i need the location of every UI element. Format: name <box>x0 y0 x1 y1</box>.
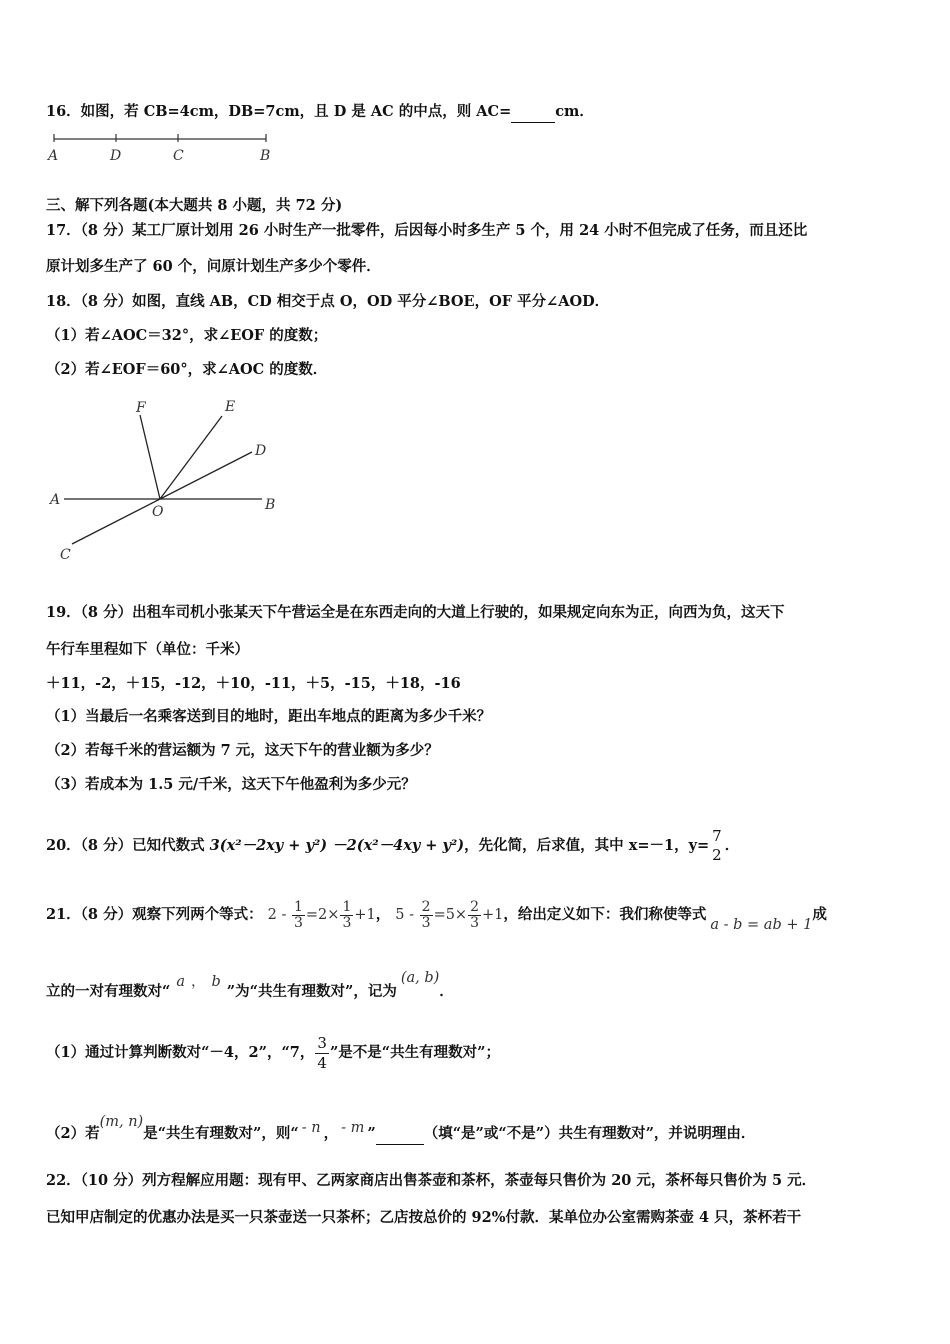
q20-mid: ，先化简，后求值，其中 x=－1，y= <box>464 837 710 854</box>
label-c: C <box>60 547 71 563</box>
q21-line2-b: ”为“共生有理数对”，记为 <box>226 983 397 1000</box>
eq1-frac1 <box>292 900 305 931</box>
q22-line1: 22．（10 分）列方程解应用题：现有甲、乙两家商店出售茶壶和茶杯，茶壶每只售价为 20 元，茶杯每只售价为 5 元． <box>46 1172 817 1189</box>
label-a: A <box>50 492 61 508</box>
eq1-part-b: =2× <box>305 907 340 923</box>
label-d: D <box>255 443 267 459</box>
q21-part2-c: ” <box>367 1125 376 1142</box>
eq2-frac2-den: 3 <box>470 914 480 931</box>
q21-sep: ， <box>375 906 391 923</box>
q20-prefix: 20．（8 分）已知代数式 <box>46 837 210 854</box>
q19-part2: （2）若每千米的营运额为 7 元，这天下午的营业额为多少？ <box>46 742 439 759</box>
q21-line2 <box>46 970 454 1002</box>
q18-part2: （2）若∠EOF＝60°，求∠AOC 的度数． <box>46 361 328 378</box>
q21-answer-blank <box>376 1124 424 1145</box>
q21-var-b: b <box>211 974 221 990</box>
eq1-frac2 <box>340 900 353 931</box>
q21-line1 <box>46 894 827 936</box>
eq1-frac1-num: 1 <box>293 898 303 915</box>
label-b: B <box>260 148 271 164</box>
eq1-part-a: 2 - <box>267 907 287 923</box>
q20-suffix: ． <box>724 837 740 854</box>
q17-line2: 原计划多生产了 60 个，问原计划生产多少个零件． <box>46 258 381 275</box>
eq2-frac2-num: 2 <box>470 898 480 915</box>
q19-line2: 午行车里程如下（单位：千米） <box>46 641 249 658</box>
q16-text: 16．如图，若 CB=4cm，DB=7cm，且 D 是 AC 的中点，则 AC= <box>46 103 512 120</box>
q16-segment-figure <box>44 130 284 166</box>
q21-def-end: 成 <box>812 906 827 923</box>
q19-part1: （1）当最后一名乘客送到目的地时，距出车地点的距离为多少千米？ <box>46 708 492 725</box>
q19-line1: 19．（8 分）出租车司机小张某天下午营运全是在东西走向的大道上行驶的，如果规定向东为正，向西为负，这天下 <box>46 604 785 621</box>
q20-y-den: 2 <box>712 846 722 864</box>
q21-var-a: a <box>176 974 185 990</box>
q21-part1-fraction <box>315 1034 329 1073</box>
q21-part1-b: ”是不是“共生有理数对”； <box>329 1044 500 1061</box>
q20-expression: 3(x²－2xy + y²) －2(x²－4xy + y²) <box>209 837 465 854</box>
line-cd <box>72 452 252 544</box>
q21-part1-a: （1）通过计算判断数对“－4，2”，“7， <box>46 1044 315 1061</box>
q21-part1 <box>46 1032 500 1074</box>
q21-part2-neg-n: - n <box>301 1120 321 1136</box>
q21-part2-neg-m: - m <box>341 1120 365 1136</box>
q21-part1-den: 4 <box>317 1053 327 1072</box>
eq2-frac1-den: 3 <box>421 914 431 931</box>
eq2-part-b: =5× <box>433 907 468 923</box>
eq1-part-c: +1 <box>354 907 376 923</box>
q21-eq2 <box>395 898 504 931</box>
q21-def-equation: a - b = ab + 1 <box>710 917 813 933</box>
label-d: D <box>110 148 122 164</box>
label-b: B <box>265 497 276 513</box>
q20-y-num: 7 <box>712 827 722 845</box>
q20-y-fraction <box>710 827 724 865</box>
ray-oe <box>160 416 222 499</box>
eq1-frac2-num: 1 <box>342 898 352 915</box>
eq2-frac1 <box>420 900 433 931</box>
q19-part3: （3）若成本为 1.5 元/千米，这天下午他盈利为多少元？ <box>46 776 416 793</box>
q21-part1-num: 3 <box>317 1033 327 1052</box>
label-c: C <box>173 148 184 164</box>
label-f: F <box>136 400 146 416</box>
q19-data: ＋11，-2，＋15，-12，＋10，-11，＋5，-15，＋18，-16 <box>46 675 461 692</box>
q21-part2-b: 是“共生有理数对”，则“ <box>143 1125 299 1142</box>
eq1-frac1-den: 3 <box>293 914 303 931</box>
q21-part2-pair: (m, n) <box>99 1114 144 1130</box>
q21-def-text: ，给出定义如下：我们称使等式 <box>503 906 707 923</box>
q21-part2-d: （填“是”或“不是”）共生有理数对”，并说明理由． <box>423 1125 756 1142</box>
q18-part1: （1）若∠AOC＝32°，求∠EOF 的度数； <box>46 327 328 344</box>
eq2-frac2 <box>468 900 481 931</box>
label-o: O <box>152 504 164 520</box>
q21-line2-a: 立的一对有理数对“ <box>46 983 171 1000</box>
q20-line <box>46 826 739 866</box>
q18-line1: 18．（8 分）如图，直线 AB，CD 相交于点 O，OD 平分∠BOE，OF 平分∠AOD． <box>46 293 610 310</box>
q17-line1: 17．（8 分）某工厂原计划用 26 小时生产一批零件，后因每小时多生产 5 个，用 24 小时不但完成了任务，而且还比 <box>46 222 808 239</box>
eq2-part-a: 5 - <box>395 907 415 923</box>
q22-line2: 已知甲店制定的优惠办法是买一只茶壶送一只茶杯；乙店按总价的 92%付款．某单位办公室需购茶壶 4 只，茶杯若干 <box>46 1209 802 1226</box>
q16-line <box>46 102 594 123</box>
q16-unit: cm． <box>555 103 594 120</box>
eq2-part-c: +1 <box>482 907 504 923</box>
q21-comma: ， <box>191 974 206 990</box>
q21-line2-end: ． <box>439 983 454 1000</box>
eq2-frac1-num: 2 <box>421 898 431 915</box>
q21-part2-a: （2）若 <box>46 1125 100 1142</box>
q21-prefix: 21．（8 分）观察下列两个等式： <box>46 906 263 923</box>
section3-heading: 三、解下列各题(本大题共 8 小题，共 72 分) <box>46 197 343 214</box>
q21-pair: (a, b) <box>400 970 440 986</box>
q16-answer-blank <box>511 102 555 123</box>
eq1-frac2-den: 3 <box>342 914 352 931</box>
q21-part2 <box>46 1114 756 1145</box>
q21-part2-comma: ， <box>323 1125 339 1142</box>
label-e: E <box>225 399 236 415</box>
q18-angle-figure <box>44 392 294 572</box>
q21-eq1 <box>267 898 376 931</box>
label-a: A <box>48 148 59 164</box>
ray-of <box>140 415 160 499</box>
